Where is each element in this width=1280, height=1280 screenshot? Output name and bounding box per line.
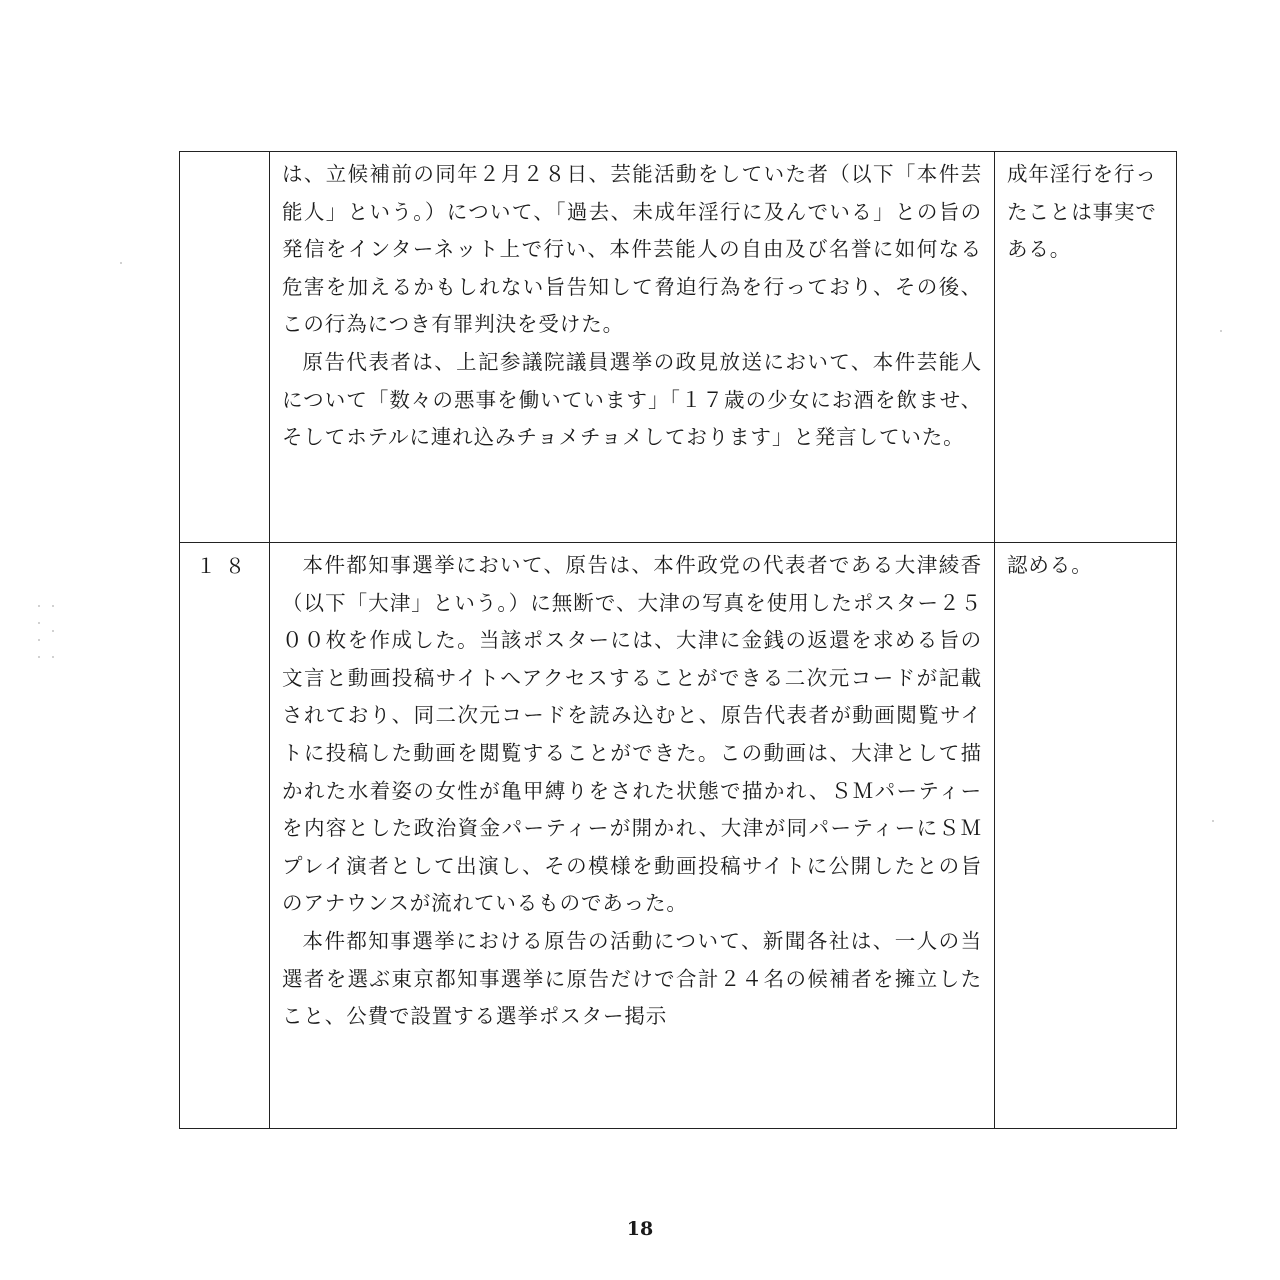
table-row-continued [180, 152, 1176, 543]
row-number-cell [180, 152, 270, 542]
row-number-cell: １８ [180, 543, 270, 1128]
content-paragraph: は、立候補前の同年２月２８日、芸能活動をしていた者（以下「本件芸能人」という。）について、「過去、未成年淫行に及んでいる」との旨の発信をインターネット上で行い、本件芸能人の自由及び名誉に如何なる危害を加えるかもしれない旨告知して脅迫行為を行っており、その後、この行為につき有罪判決を受けた。 [282, 162, 982, 337]
scan-speck [38, 656, 40, 658]
scan-speck [52, 605, 54, 607]
scan-speck [1220, 330, 1222, 332]
scan-speck [52, 656, 54, 658]
row-content-cell [270, 152, 995, 542]
scan-speck [1212, 820, 1214, 822]
content-paragraph: 原告代表者は、上記参議院議員選挙の政見放送において、本件芸能人について「数々の悪事を働いています」「１７歳の少女にお酒を飲ませ、そしてホテルに連れ込みチョメチョメしております」と発言していた。 [282, 349, 982, 450]
document-table [179, 151, 1177, 1129]
row-content-cell [270, 543, 995, 1128]
table-row-18 [180, 543, 1176, 1128]
scan-speck [38, 639, 40, 641]
scan-speck [38, 605, 40, 607]
scan-speck [52, 630, 54, 632]
row-answer-cell: 認める。 [1007, 553, 1093, 577]
page-number: 18 [626, 1218, 654, 1240]
content-paragraph: 本件都知事選挙における原告の活動について、新聞各社は、一人の当選者を選ぶ東京都知事選挙に原告だけで合計２４名の候補者を擁立したこと、公費で設置する選挙ポスター掲示 [282, 928, 982, 1029]
content-paragraph: 本件都知事選挙において、原告は、本件政党の代表者である大津綾香（以下「大津」という。）に無断で、大津の写真を使用したポスター２５００枚を作成した。当該ポスターには、大津に金銭の返還を求める旨の文言と動画投稿サイトへアクセスすることができる二次元コードが記載されており、同二次元コードを読み込むと、原告代表者が動画閲覧サイトに投稿した動画を閲覧することができた。この動画は、大津として描かれた水着姿の女性が亀甲縛りをされた状態で描かれ、ＳＭパーティーを内容とした政治資金パーティーが開かれ、大津が同パーティーにＳＭプレイ演者として出演し、その模様を動画投稿サイトに公開したとの旨のアナウンスが流れているものであった。 [282, 553, 982, 916]
scan-speck [120, 262, 122, 264]
scan-speck [38, 622, 40, 624]
row-answer-cell: 成年淫行を行ったことは事実である。 [1007, 162, 1157, 262]
